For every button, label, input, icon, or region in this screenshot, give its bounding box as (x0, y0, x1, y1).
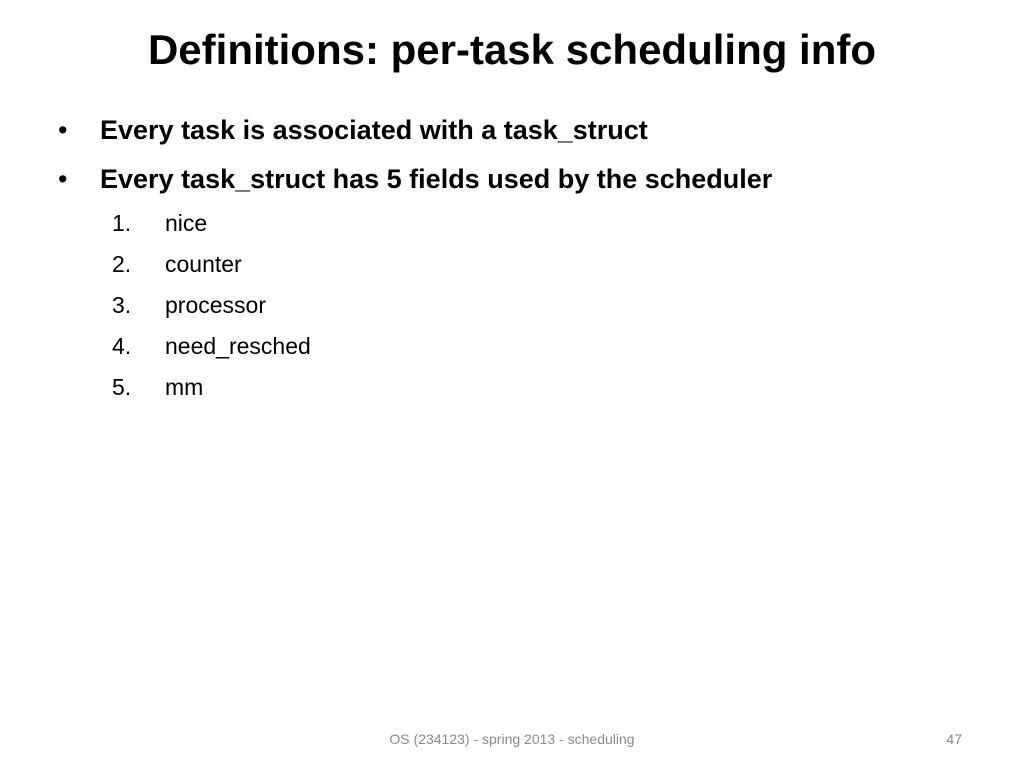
bullet-text: Every task is associated with a task_struct (100, 115, 648, 145)
field-item (112, 244, 712, 285)
page-number: 47 (946, 731, 962, 747)
bullet-marker: • (58, 115, 68, 145)
field-list (112, 203, 712, 408)
field-number: 3. (112, 292, 132, 318)
slide-title: Definitions: per-task scheduling info (147, 26, 877, 73)
field-name: processor (165, 292, 266, 318)
field-name: need_resched (165, 333, 311, 359)
field-name: nice (165, 210, 208, 236)
bullet-text: Every task_struct has 5 fields used by the scheduler (100, 164, 773, 194)
field-number: 5. (112, 374, 132, 400)
field-item (112, 367, 712, 408)
field-number: 4. (112, 333, 132, 359)
field-name: counter (165, 251, 242, 277)
field-number: 1. (112, 210, 132, 236)
bullet-item (58, 110, 978, 150)
field-item (112, 326, 712, 367)
bullet-item (58, 159, 978, 199)
field-number: 2. (112, 251, 132, 277)
field-name: mm (165, 374, 204, 400)
slide-footer: OS (234123) - spring 2013 - scheduling (389, 731, 635, 747)
bullet-marker: • (58, 164, 68, 194)
field-item (112, 285, 712, 326)
field-item (112, 203, 712, 244)
bullet-list (58, 110, 978, 208)
